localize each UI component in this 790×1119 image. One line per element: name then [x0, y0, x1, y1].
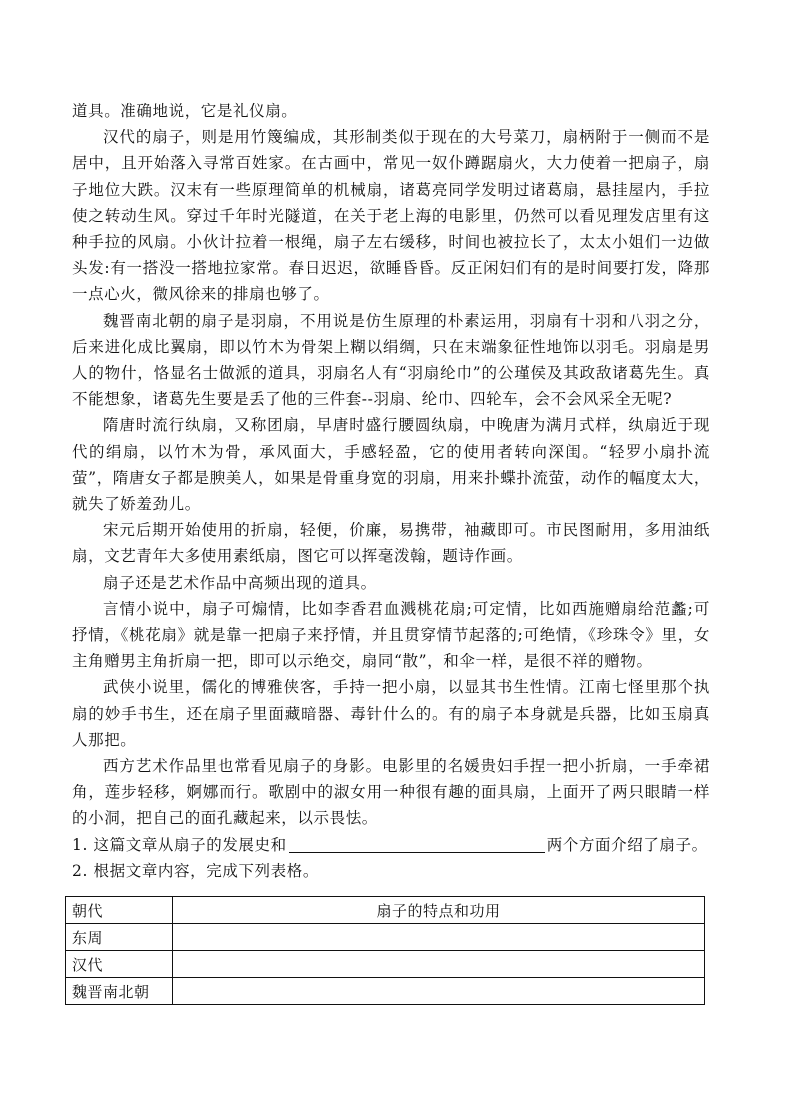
- answer-table: [65, 896, 705, 1005]
- table-header-dynasty: 朝代: [66, 897, 173, 924]
- paragraph-5: 扇子还是艺术作品中高频出现的道具。: [103, 573, 377, 592]
- table-cell-dynasty: 东周: [66, 924, 173, 951]
- question-1: [72, 832, 710, 858]
- paragraph-3: 隋唐时流行纨扇，又称团扇，早唐时盛行腰圆纨扇，中晚唐为满月式样，纨扇近于现代的绢扇，以竹木为骨，承风面大，手感轻盈，它的使用者转向深闺。“轻罗小扇扑流萤”，隋唐女子都是腴美人，如果是骨重身宽的羽扇，用来扑蝶扑流萤，动作的幅度太大，就失了娇羞劲儿。: [72, 416, 710, 514]
- table-row: [66, 951, 705, 978]
- question-1-text-after: 两个方面介绍了扇子。: [546, 835, 708, 854]
- paragraph-4: 宋元后期开始使用的折扇，轻便，价廉，易携带，袖藏即可。市民图耐用，多用油纸扇，文艺青年大多使用素纸扇，图它可以挥毫泼翰，题诗作画。: [72, 521, 710, 566]
- table-row: [66, 924, 705, 951]
- table-row: [66, 978, 705, 1005]
- article-body: [72, 98, 710, 884]
- question-1-text-before: 1. 这篇文章从扇子的发展史和: [72, 835, 287, 854]
- table-cell-dynasty: 汉代: [66, 951, 173, 978]
- question-2: 2. 根据文章内容，完成下列表格。: [72, 861, 319, 880]
- table-cell-answer[interactable]: [173, 978, 705, 1005]
- paragraph-6: 言情小说中，扇子可煽情，比如李香君血溅桃花扇;可定情，比如西施赠扇给范蠡;可抒情，《桃花扇》就是靠一把扇子来抒情，并且贯穿情节起落的;可绝情，《珍珠令》里，女主角赠男主角折扇一把，即可以示绝交，扇同“散”，和伞一样，是很不祥的赠物。: [72, 599, 710, 671]
- table-cell-answer[interactable]: [173, 924, 705, 951]
- paragraph-0: 道具。准确地说，它是礼仪扇。: [72, 102, 298, 120]
- table-cell-dynasty: 魏晋南北朝: [66, 978, 173, 1005]
- paragraph-1: 汉代的扇子，则是用竹篾编成，其形制类似于现在的大号菜刀，扇柄附于一侧而不是居中，且开始落入寻常百姓家。在古画中，常见一奴仆蹲踞扇火，大力使着一把扇子，扇子地位大跌。汉末有一些原理简单的机械扇，诸葛亮同学发明过诸葛扇，悬挂屋内，手拉使之转动生风。穿过千年时光隧道，在关于老上海的电影里，仍然可以看见理发店里有这种手拉的风扇。小伙计拉着一根绳，扇子左右缓移，时间也被拉长了，太太小姐们一边做头发:有一搭没一搭地拉家常。春日迟迟，欲睡昏昏。反正闲妇们有的是时间要打发，降那一点心火，微风徐来的排扇也够了。: [72, 128, 710, 304]
- paragraph-7: 武侠小说里，儒化的博雅侠客，手持一把小扇，以显其书生性情。江南七怪里那个执扇的妙手书生，还在扇子里面藏暗器、毒针什么的。有的扇子本身就是兵器，比如玉扇真人那把。: [72, 678, 710, 749]
- paragraph-2: 魏晋南北朝的扇子是羽扇，不用说是仿生原理的朴素运用，羽扇有十羽和八羽之分，后来进化成比翼扇，即以竹木为骨架上糊以绢绸，只在末端象征性地饰以羽毛。羽扇是男人的物什，恪显名士做派的道具，羽扇名人有“羽扇纶巾”的公瑾侯及其政敌诸葛先生。真不能想象，诸葛先生要是丢了他的三件套--羽扇、纶巾、四轮车，会不会风采全无呢?: [72, 311, 710, 409]
- paragraph-8: 西方艺术作品里也常看见扇子的身影。电影里的名媛贵妇手捏一把小折扇，一手牵裙角，莲步轻移，婀娜而行。歌剧中的淑女用一种很有趣的面具扇，上面开了两只眼睛一样的小洞，把自己的面孔藏起来，以示畏怯。: [72, 757, 710, 828]
- answer-blank[interactable]: [289, 836, 545, 853]
- table-cell-answer[interactable]: [173, 951, 705, 978]
- table-header-features: 扇子的特点和功用: [173, 897, 705, 924]
- table-header-row: [66, 897, 705, 924]
